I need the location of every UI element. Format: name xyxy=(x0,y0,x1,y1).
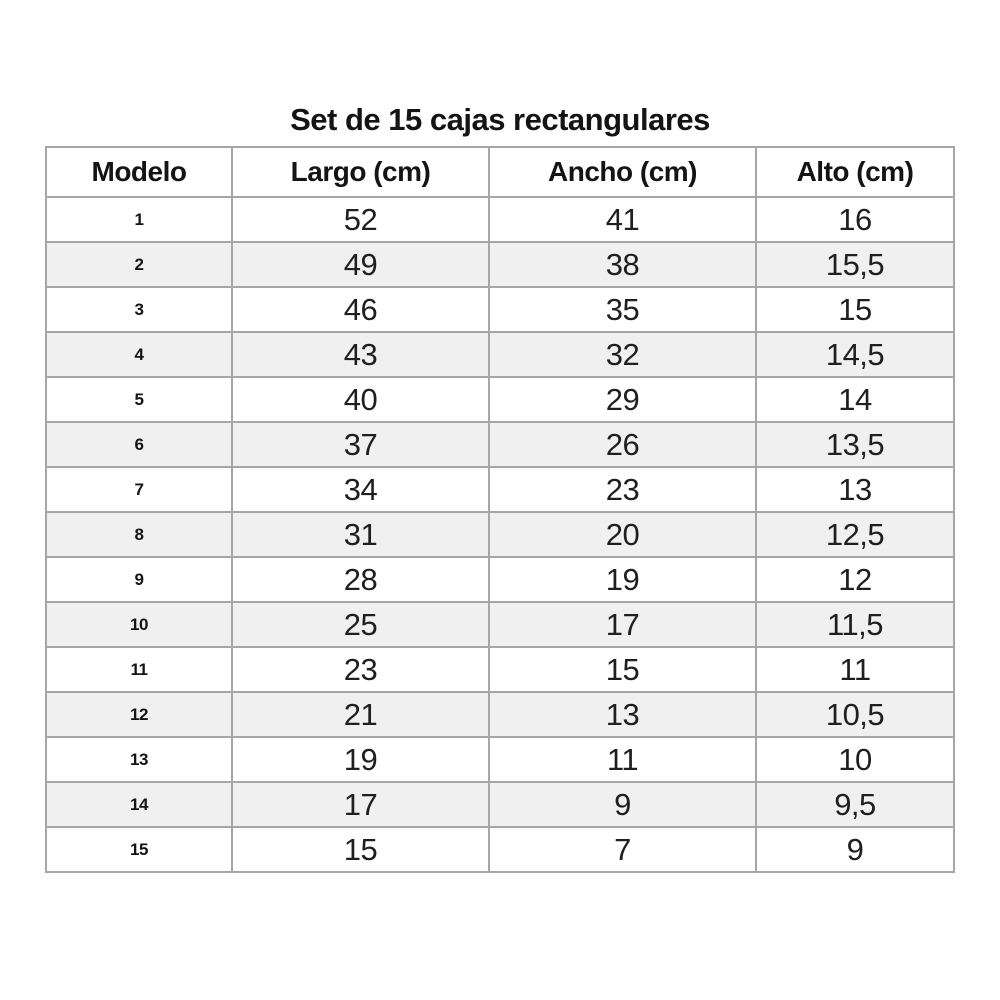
cell-modelo: 4 xyxy=(46,332,232,377)
cell-alto: 14 xyxy=(756,377,954,422)
cell-alto: 15 xyxy=(756,287,954,332)
cell-alto: 16 xyxy=(756,197,954,242)
header-row xyxy=(46,147,954,197)
cell-ancho: 19 xyxy=(489,557,756,602)
cell-ancho: 26 xyxy=(489,422,756,467)
cell-ancho: 41 xyxy=(489,197,756,242)
cell-ancho: 13 xyxy=(489,692,756,737)
cell-largo: 23 xyxy=(232,647,489,692)
cell-largo: 21 xyxy=(232,692,489,737)
cell-largo: 37 xyxy=(232,422,489,467)
cell-alto: 13 xyxy=(756,467,954,512)
cell-ancho: 38 xyxy=(489,242,756,287)
cell-modelo: 8 xyxy=(46,512,232,557)
cell-modelo: 11 xyxy=(46,647,232,692)
cell-largo: 46 xyxy=(232,287,489,332)
header-alto: Alto (cm) xyxy=(756,147,954,197)
table-row xyxy=(46,422,954,467)
cell-ancho: 32 xyxy=(489,332,756,377)
cell-ancho: 15 xyxy=(489,647,756,692)
cell-alto: 11 xyxy=(756,647,954,692)
cell-ancho: 11 xyxy=(489,737,756,782)
cell-modelo: 1 xyxy=(46,197,232,242)
cell-largo: 25 xyxy=(232,602,489,647)
cell-modelo: 12 xyxy=(46,692,232,737)
table-row xyxy=(46,287,954,332)
cell-modelo: 14 xyxy=(46,782,232,827)
cell-alto: 9 xyxy=(756,827,954,872)
cell-alto: 9,5 xyxy=(756,782,954,827)
header-modelo: Modelo xyxy=(46,147,232,197)
table-row xyxy=(46,467,954,512)
cell-alto: 12,5 xyxy=(756,512,954,557)
cell-largo: 17 xyxy=(232,782,489,827)
cell-largo: 52 xyxy=(232,197,489,242)
cell-modelo: 9 xyxy=(46,557,232,602)
cell-ancho: 17 xyxy=(489,602,756,647)
cell-largo: 34 xyxy=(232,467,489,512)
cell-modelo: 13 xyxy=(46,737,232,782)
cell-alto: 12 xyxy=(756,557,954,602)
table-body xyxy=(46,197,954,872)
cell-ancho: 23 xyxy=(489,467,756,512)
cell-modelo: 5 xyxy=(46,377,232,422)
table-head xyxy=(46,147,954,197)
cell-largo: 28 xyxy=(232,557,489,602)
table-row xyxy=(46,737,954,782)
cell-alto: 10 xyxy=(756,737,954,782)
table-row xyxy=(46,647,954,692)
cell-modelo: 10 xyxy=(46,602,232,647)
cell-largo: 40 xyxy=(232,377,489,422)
cell-alto: 14,5 xyxy=(756,332,954,377)
table-row xyxy=(46,602,954,647)
table-row xyxy=(46,197,954,242)
cell-modelo: 7 xyxy=(46,467,232,512)
cell-largo: 49 xyxy=(232,242,489,287)
cell-ancho: 35 xyxy=(489,287,756,332)
cell-alto: 13,5 xyxy=(756,422,954,467)
cell-alto: 10,5 xyxy=(756,692,954,737)
cell-alto: 11,5 xyxy=(756,602,954,647)
table-row xyxy=(46,242,954,287)
cell-largo: 15 xyxy=(232,827,489,872)
cell-largo: 43 xyxy=(232,332,489,377)
header-largo: Largo (cm) xyxy=(232,147,489,197)
cell-ancho: 20 xyxy=(489,512,756,557)
cell-largo: 19 xyxy=(232,737,489,782)
table-row xyxy=(46,332,954,377)
cell-modelo: 15 xyxy=(46,827,232,872)
cell-ancho: 9 xyxy=(489,782,756,827)
cell-modelo: 2 xyxy=(46,242,232,287)
table-row xyxy=(46,512,954,557)
table-row xyxy=(46,782,954,827)
table-title: Set de 15 cajas rectangulares xyxy=(290,102,710,137)
cell-ancho: 7 xyxy=(489,827,756,872)
table-row xyxy=(46,827,954,872)
boxes-size-table xyxy=(45,146,955,873)
cell-ancho: 29 xyxy=(489,377,756,422)
cell-modelo: 3 xyxy=(46,287,232,332)
table-row xyxy=(46,692,954,737)
table-row xyxy=(46,377,954,422)
header-ancho: Ancho (cm) xyxy=(489,147,756,197)
cell-largo: 31 xyxy=(232,512,489,557)
cell-modelo: 6 xyxy=(46,422,232,467)
cell-alto: 15,5 xyxy=(756,242,954,287)
table-row xyxy=(46,557,954,602)
